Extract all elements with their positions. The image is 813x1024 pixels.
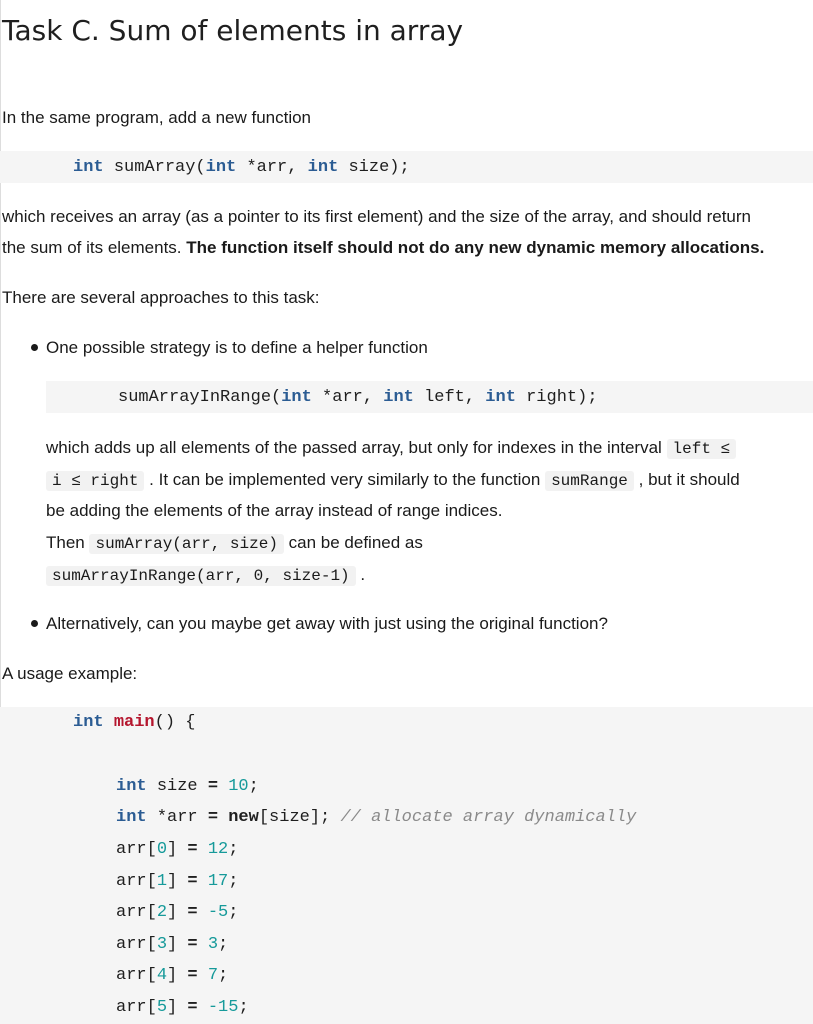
adds-text: which adds up all elements of the passed array, but only for indexes in the interval [46, 438, 662, 457]
semicolon: ; [218, 966, 229, 985]
semicolon: ; [218, 935, 229, 954]
index-literal: 3 [156, 935, 168, 954]
index-literal: 0 [156, 840, 168, 859]
number-literal: -15 [207, 998, 239, 1017]
main-parens: () { [154, 713, 196, 732]
defined-tail: . [360, 565, 366, 584]
bullet-2-text: Alternatively, can you maybe get away with just using the original function? [46, 614, 608, 633]
operator-assign: = [207, 808, 219, 827]
code-line-main [73, 713, 195, 733]
bracket-close: ] [167, 966, 178, 985]
bracket-close: ] [167, 872, 178, 891]
inline-code-definition: sumArrayInRange(arr, 0, size-1) [46, 566, 356, 586]
operator-assign: = [187, 966, 198, 985]
var-arr: *arr [156, 808, 198, 827]
adds-mid-text: . It can be implemented very similarly to the function [149, 470, 541, 489]
inline-code-sumarray: sumArray(arr, size) [89, 534, 283, 554]
number-literal: 10 [228, 777, 249, 796]
approaches-text: There are several approaches to this task: [2, 288, 320, 307]
array-access: arr[ [116, 872, 157, 891]
keyword-int: int [205, 158, 237, 177]
keyword-int: int [73, 158, 104, 177]
keyword-int: int [485, 388, 516, 407]
semicolon: ; [238, 998, 249, 1017]
code-line-assignment [116, 935, 228, 955]
array-access: arr[ [116, 903, 157, 922]
bracket-close: ] [167, 998, 178, 1017]
then-label: Then [46, 533, 85, 552]
semicolon: ; [228, 872, 239, 891]
then-tail: can be defined as [288, 533, 423, 552]
operator-assign: = [187, 903, 198, 922]
number-literal: 3 [207, 935, 219, 954]
adds-end-text: , but it should [638, 470, 740, 489]
code-line-assignment [116, 903, 238, 923]
array-access: arr[ [116, 840, 157, 859]
keyword-int: int [281, 388, 312, 407]
inline-code-right: i ≤ right [46, 471, 144, 491]
keyword-new: new [228, 808, 259, 827]
keyword-int: int [383, 388, 414, 407]
index-literal: 2 [156, 903, 168, 922]
signature-line [73, 158, 410, 178]
operator-assign: = [207, 777, 219, 796]
signature-code-block [0, 151, 813, 183]
number-literal: -5 [207, 903, 229, 922]
code-line-arr [116, 808, 636, 828]
array-access: arr[ [116, 935, 157, 954]
bullet-dot [31, 620, 38, 627]
semicolon: ; [228, 840, 239, 859]
description-line-1: which receives an array (as a pointer to its first element) and the size of the array, and should return [2, 207, 751, 226]
operator-assign: = [187, 840, 198, 859]
semicolon: ; [228, 903, 239, 922]
param-left: left, [424, 388, 476, 407]
code-comment: // allocate array dynamically [340, 808, 637, 827]
operator-assign: = [187, 935, 198, 954]
array-access: arr[ [116, 966, 157, 985]
bracket-close: ] [167, 903, 178, 922]
index-literal: 4 [156, 966, 168, 985]
adds-line-3: be adding the elements of the array instead of range indices. [46, 501, 503, 520]
code-line-assignment [116, 998, 249, 1018]
inline-code-sumrange: sumRange [545, 471, 634, 491]
operator-assign: = [187, 998, 198, 1017]
param-right: right); [526, 388, 598, 407]
keyword-int: int [307, 158, 339, 177]
function-name: sumArray( [113, 158, 206, 177]
description-line-2 [2, 232, 764, 263]
new-args: [size]; [258, 808, 331, 827]
intro-text: In the same program, add a new function [2, 108, 312, 127]
code-line-assignment [116, 872, 238, 892]
adds-line-2 [46, 464, 740, 497]
task-heading: Task C. Sum of elements in array [2, 14, 464, 47]
index-literal: 1 [156, 872, 168, 891]
code-line-size [116, 777, 259, 797]
example-code-block [0, 707, 813, 1024]
description-bold: The function itself should not do any new dynamic memory allocations. [186, 238, 765, 257]
bullet-dot [31, 344, 38, 351]
keyword-int: int [116, 808, 147, 827]
number-literal: 12 [207, 840, 229, 859]
bracket-close: ] [167, 840, 178, 859]
adds-line-1 [46, 432, 736, 465]
code-line-assignment [116, 840, 238, 860]
keyword-int: int [73, 713, 104, 732]
helper-function-name: sumArrayInRange( [118, 388, 282, 407]
keyword-int: int [116, 777, 147, 796]
bracket-close: ] [167, 935, 178, 954]
index-literal: 5 [156, 998, 168, 1017]
operator-assign: = [187, 872, 198, 891]
number-literal: 17 [207, 872, 229, 891]
param-size: size); [348, 158, 410, 177]
usage-label: A usage example: [2, 664, 138, 683]
number-literal: 7 [207, 966, 219, 985]
param-arr: *arr, [246, 158, 298, 177]
semicolon: ; [248, 777, 259, 796]
var-size: size [156, 777, 198, 796]
helper-code-block [46, 381, 813, 413]
bullet-1-text: One possible strategy is to define a helper function [46, 338, 428, 357]
defined-line [46, 559, 365, 592]
function-main: main [113, 713, 155, 732]
code-line-assignment [116, 966, 228, 986]
param-arr: *arr, [322, 388, 374, 407]
description-plain: the sum of its elements. [2, 238, 182, 257]
inline-code-left: left ≤ [667, 439, 737, 459]
then-line [46, 527, 423, 560]
array-access: arr[ [116, 998, 157, 1017]
helper-signature-line [118, 388, 598, 408]
